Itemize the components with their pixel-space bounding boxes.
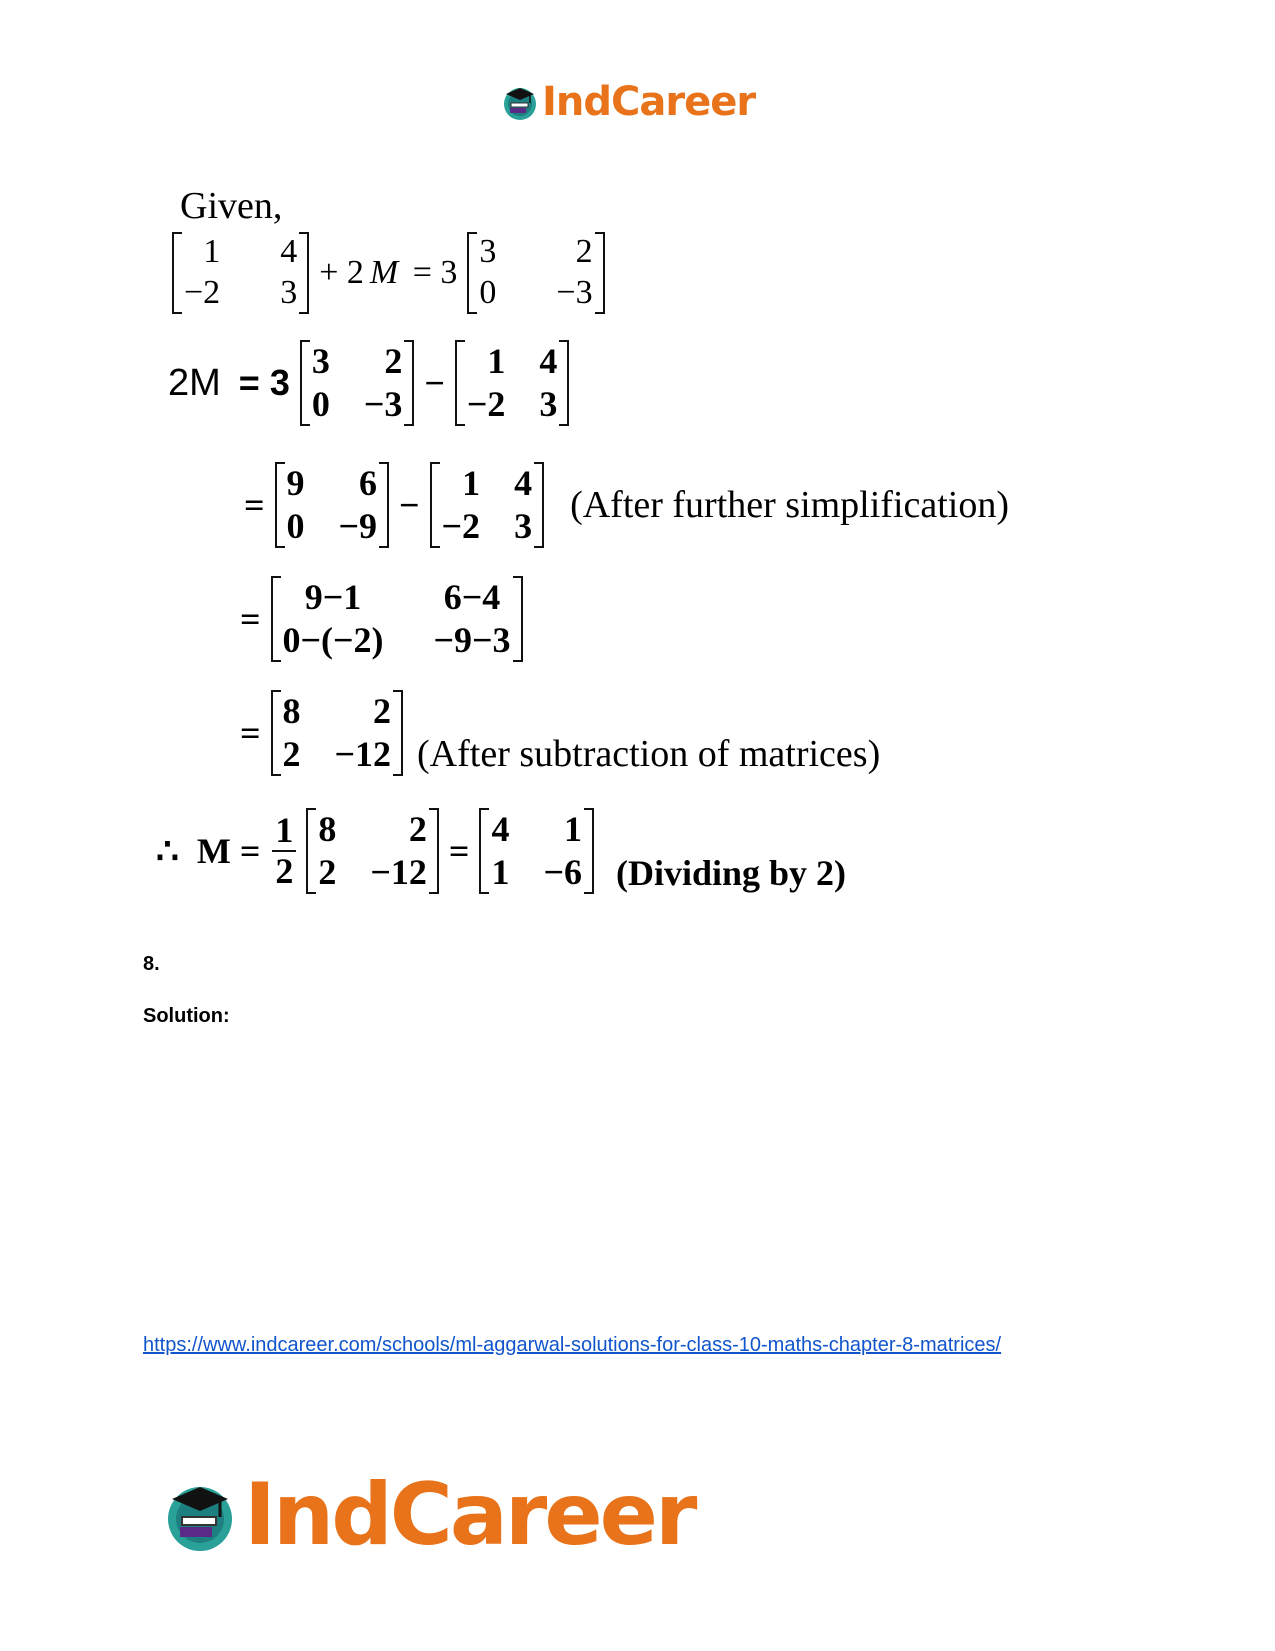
logo-wordmark: IndCareer <box>542 79 756 125</box>
equation-step-5 <box>234 690 880 776</box>
matrix-cell: 2 <box>318 852 337 893</box>
step-note: (After subtraction of matrices) <box>417 733 881 776</box>
matrix-cell: −2 <box>441 506 481 547</box>
matrix-a <box>172 232 309 314</box>
operator: = 3 <box>404 253 458 291</box>
matrix-cell: 4 <box>491 809 510 849</box>
matrix-cell: 3 <box>311 341 330 381</box>
matrix-cell: −12 <box>334 734 392 775</box>
operator: = <box>240 599 261 640</box>
matrix-cell: 2 <box>373 691 392 731</box>
matrix-b <box>300 340 415 426</box>
logo-wordmark: IndCareer <box>244 1465 695 1565</box>
header-logo <box>500 78 755 126</box>
matrix-a <box>455 340 570 426</box>
matrix-cell: −9 <box>338 506 378 547</box>
matrix-cell: 0 <box>479 273 497 311</box>
equation-step-3 <box>238 462 1009 548</box>
matrix-cell: −2 <box>466 384 506 425</box>
matrix-cell: 2 <box>408 809 427 849</box>
question-number: 8. <box>143 953 160 975</box>
equation-final <box>150 808 846 894</box>
variable-m: M <box>369 253 399 291</box>
matrix-a <box>430 462 545 548</box>
matrix-cell: 1 <box>487 341 506 381</box>
lhs-2m: 2M <box>168 361 221 404</box>
matrix-cell: 1 <box>462 463 481 503</box>
matrix-cell: 2 <box>282 734 301 775</box>
matrix-2m-result <box>271 690 404 776</box>
matrix-cell: 2 <box>575 233 593 270</box>
matrix-cell: 2 <box>384 341 403 381</box>
operator: − <box>399 485 420 526</box>
matrix-cell: −3 <box>556 273 593 311</box>
matrix-cell: 4 <box>514 463 533 503</box>
matrix-m <box>479 808 594 894</box>
operator: = 3 <box>238 362 290 404</box>
matrix-cell: 4 <box>280 233 298 270</box>
matrix-cell: 0 <box>311 384 330 425</box>
matrix-cell: 0 <box>286 506 305 547</box>
matrix-cell: 8 <box>318 809 337 849</box>
step-note: (After further simplification) <box>570 484 1010 527</box>
matrix-cell: 9−1 <box>304 577 362 617</box>
fraction-numerator: 1 <box>272 811 296 853</box>
matrix-cell: 0−(−2) <box>282 620 384 661</box>
matrix-cell: 1 <box>203 233 221 270</box>
footer-logo <box>160 1465 695 1565</box>
matrix-cell: −6 <box>543 852 582 893</box>
matrix-difference <box>271 576 523 662</box>
fraction-half <box>272 811 296 892</box>
matrix-cell: 3 <box>280 273 298 311</box>
graduation-cap-icon <box>500 82 540 122</box>
operator: = <box>244 485 265 526</box>
matrix-cell: 9 <box>286 463 305 503</box>
matrix-cell: 6 <box>359 463 378 503</box>
equation-given <box>168 232 609 314</box>
matrix-2m-result <box>306 808 439 894</box>
matrix-3b <box>275 462 390 548</box>
matrix-cell: 3 <box>479 233 497 270</box>
matrix-b <box>467 232 604 314</box>
matrix-cell: −9−3 <box>433 620 511 661</box>
operator: − <box>424 363 445 404</box>
step-note: (Dividing by 2) <box>615 853 846 894</box>
matrix-cell: 1 <box>563 809 582 849</box>
matrix-cell: −2 <box>184 273 221 311</box>
matrix-cell: 8 <box>282 691 301 731</box>
therefore-lhs: ∴ M = <box>156 831 261 872</box>
matrix-cell: −12 <box>370 852 427 893</box>
matrix-cell: 3 <box>514 506 533 547</box>
matrix-cell: −3 <box>363 384 403 425</box>
matrix-cell: 3 <box>539 384 558 425</box>
graduation-cap-icon <box>160 1475 240 1555</box>
operator: + 2 <box>319 253 364 291</box>
matrix-cell: 4 <box>539 341 558 381</box>
given-label: Given, <box>180 185 283 227</box>
solution-label: Solution: <box>143 1005 230 1027</box>
operator: = <box>240 713 261 754</box>
fraction-denominator: 2 <box>275 851 294 892</box>
operator: = <box>448 831 470 872</box>
source-link[interactable]: https://www.indcareer.com/schools/ml-aggarwal-solutions-for-class-10-maths-chapter-8-matrices/ <box>143 1334 1002 1356</box>
matrix-cell: 1 <box>491 852 510 893</box>
equation-step-4 <box>234 576 527 662</box>
equation-2m <box>168 340 573 426</box>
matrix-cell: 6−4 <box>443 577 501 617</box>
